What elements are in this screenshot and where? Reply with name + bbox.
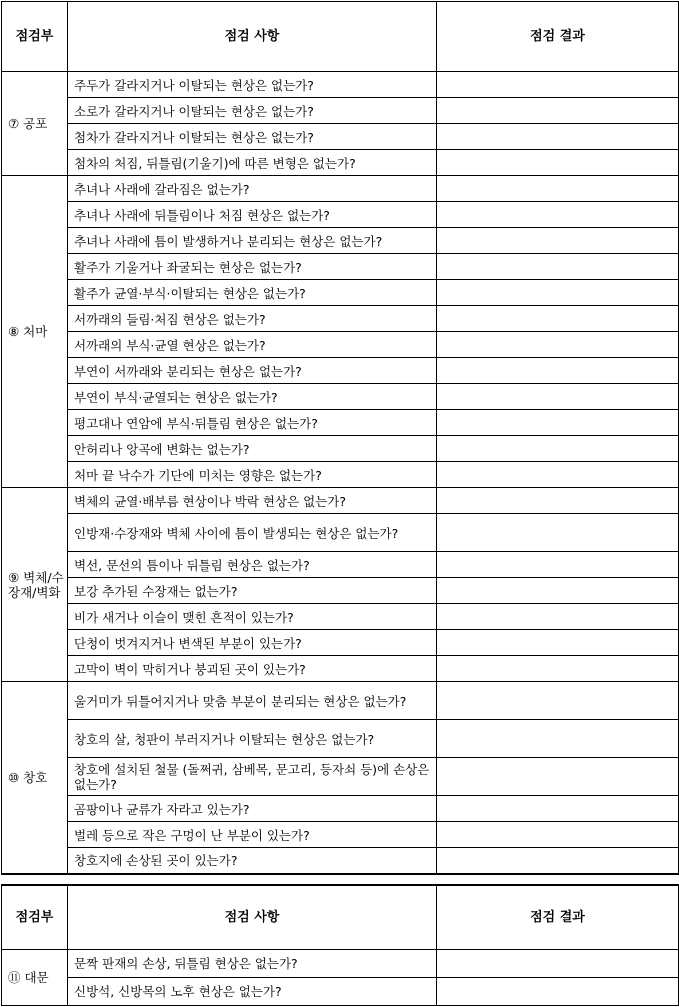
part-label: ⑨ 벽체/수장재/벽화: [2, 488, 68, 682]
check-item: 보강 추가된 수장재는 없는가?: [68, 578, 437, 604]
table-row: [2, 949, 679, 977]
check-item: 평고대나 연암에 부식·뒤틀림 현상은 없는가?: [68, 410, 437, 436]
table-row: [2, 720, 679, 758]
check-item: 안허리나 앙곡에 변화는 없는가?: [68, 436, 437, 462]
table-row: [2, 758, 679, 796]
table-row: [2, 848, 679, 874]
result-cell[interactable]: [437, 604, 679, 630]
check-item: 부연이 부식·균열되는 현상은 없는가?: [68, 384, 437, 410]
table-row: [2, 682, 679, 720]
check-item: 인방재·수장재와 벽체 사이에 틈이 발생되는 현상은 없는가?: [68, 514, 437, 552]
header-result: 점검 결과: [437, 2, 679, 72]
table-row: [2, 332, 679, 358]
result-cell[interactable]: [437, 228, 679, 254]
table-row: [2, 822, 679, 848]
header-items: 점검 사항: [68, 885, 437, 949]
table-row: [2, 488, 679, 514]
result-cell[interactable]: [437, 150, 679, 176]
table-row: [2, 977, 679, 1005]
table-row: [2, 384, 679, 410]
header-part: 점검부: [2, 885, 68, 949]
inspection-table: [1, 1, 679, 875]
check-item: 창호의 살, 청판이 부러지거나 이탈되는 현상은 없는가?: [68, 720, 437, 758]
inspection-table-2: [1, 884, 679, 1006]
result-cell[interactable]: [437, 436, 679, 462]
result-cell[interactable]: [437, 72, 679, 98]
part-label: ⑪ 대문: [2, 949, 68, 1005]
check-item: 고막이 벽이 막히거나 붕괴된 곳이 있는가?: [68, 656, 437, 682]
table-row: [2, 228, 679, 254]
table-row: [2, 796, 679, 822]
result-cell[interactable]: [437, 410, 679, 436]
table-row: [2, 630, 679, 656]
check-item: 신방석, 신방목의 노후 현상은 없는가?: [68, 977, 437, 1005]
result-cell[interactable]: [437, 552, 679, 578]
check-item: 활주가 균열·부식·이탈되는 현상은 없는가?: [68, 280, 437, 306]
table-row: [2, 280, 679, 306]
result-cell[interactable]: [437, 462, 679, 488]
check-item: 벽선, 문선의 틈이나 뒤틀림 현상은 없는가?: [68, 552, 437, 578]
table-row: [2, 124, 679, 150]
table-row: [2, 176, 679, 202]
table-row: [2, 436, 679, 462]
result-cell[interactable]: [437, 630, 679, 656]
check-item: 첨차가 갈라지거나 이탈되는 현상은 없는가?: [68, 124, 437, 150]
check-item: 창호에 설치된 철물 (돌쩌귀, 삼베목, 문고리, 등자쇠 등)에 손상은 없는가?: [68, 758, 437, 796]
table-row: [2, 578, 679, 604]
check-item: 문짝 판재의 손상, 뒤틀림 현상은 없는가?: [68, 949, 437, 977]
check-item: 활주가 기울거나 좌굴되는 현상은 없는가?: [68, 254, 437, 280]
header-items: 점검 사항: [68, 2, 437, 72]
check-item: 비가 새거나 이슬이 맺힌 흔적이 있는가?: [68, 604, 437, 630]
check-item: 창호지에 손상된 곳이 있는가?: [68, 848, 437, 874]
check-item: 단청이 벗겨지거나 변색된 부분이 있는가?: [68, 630, 437, 656]
table-row: [2, 254, 679, 280]
check-item: 추녀나 사래에 뒤틀림이나 처짐 현상은 없는가?: [68, 202, 437, 228]
check-item: 부연이 서까래와 분리되는 현상은 없는가?: [68, 358, 437, 384]
check-item: 처마 끝 낙수가 기단에 미치는 영향은 없는가?: [68, 462, 437, 488]
result-cell[interactable]: [437, 682, 679, 720]
header-result: 점검 결과: [437, 885, 679, 949]
check-item: 울거미가 뒤틀어지거나 맞춤 부분이 분리되는 현상은 없는가?: [68, 682, 437, 720]
result-cell[interactable]: [437, 796, 679, 822]
check-item: 소로가 갈라지거나 이탈되는 현상은 없는가?: [68, 98, 437, 124]
result-cell[interactable]: [437, 176, 679, 202]
result-cell[interactable]: [437, 656, 679, 682]
table-row: [2, 514, 679, 552]
table-row: [2, 656, 679, 682]
result-cell[interactable]: [437, 332, 679, 358]
table-row: [2, 202, 679, 228]
result-cell[interactable]: [437, 949, 679, 977]
part-label: ⑩ 창호: [2, 682, 68, 874]
check-item: 벽체의 균열·배부름 현상이나 박락 현상은 없는가?: [68, 488, 437, 514]
part-label: ⑧ 처마: [2, 176, 68, 488]
table-row: [2, 552, 679, 578]
result-cell[interactable]: [437, 384, 679, 410]
result-cell[interactable]: [437, 514, 679, 552]
check-item: 서까래의 부식·균열 현상은 없는가?: [68, 332, 437, 358]
result-cell[interactable]: [437, 488, 679, 514]
header-part: 점검부: [2, 2, 68, 72]
check-item: 추녀나 사래에 틈이 발생하거나 분리되는 현상은 없는가?: [68, 228, 437, 254]
table-row: [2, 358, 679, 384]
table-row: [2, 410, 679, 436]
result-cell[interactable]: [437, 822, 679, 848]
table-row: [2, 306, 679, 332]
result-cell[interactable]: [437, 358, 679, 384]
result-cell[interactable]: [437, 848, 679, 874]
check-item: 첨차의 처짐, 뒤틀림(기울기)에 따른 변형은 없는가?: [68, 150, 437, 176]
table-row: [2, 604, 679, 630]
table-row: [2, 150, 679, 176]
table-header-row: [2, 2, 679, 72]
table-row: [2, 72, 679, 98]
result-cell[interactable]: [437, 124, 679, 150]
check-item: 주두가 갈라지거나 이탈되는 현상은 없는가?: [68, 72, 437, 98]
result-cell[interactable]: [437, 254, 679, 280]
result-cell[interactable]: [437, 758, 679, 796]
part-label: ⑦ 공포: [2, 72, 68, 176]
result-cell[interactable]: [437, 306, 679, 332]
check-item: 추녀나 사래에 갈라짐은 없는가?: [68, 176, 437, 202]
result-cell[interactable]: [437, 280, 679, 306]
result-cell[interactable]: [437, 578, 679, 604]
result-cell[interactable]: [437, 98, 679, 124]
table-row: [2, 462, 679, 488]
result-cell[interactable]: [437, 202, 679, 228]
check-item: 벌레 등으로 작은 구멍이 난 부분이 있는가?: [68, 822, 437, 848]
result-cell[interactable]: [437, 720, 679, 758]
check-item: 곰팡이나 균류가 자라고 있는가?: [68, 796, 437, 822]
result-cell[interactable]: [437, 977, 679, 1005]
table-row: [2, 98, 679, 124]
table-header-row: [2, 885, 679, 949]
check-item: 서까래의 들림·처짐 현상은 없는가?: [68, 306, 437, 332]
